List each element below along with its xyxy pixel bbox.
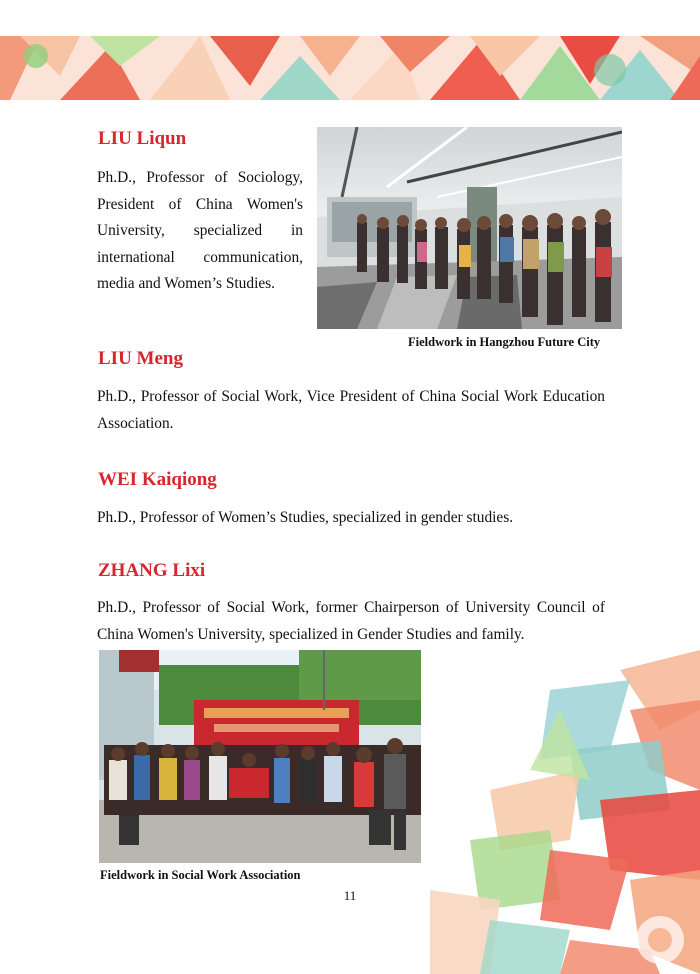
profile-bio-liu-liqun (97, 165, 303, 298)
page-number: 11 (343, 888, 357, 903)
profile-name-liu-liqun: LIU Liqun (98, 128, 187, 149)
bio-line: Ph.D., Professor of Sociology, (97, 169, 303, 186)
profile-bio-zhang-lixi: Ph.D., Professor of Social Work, former Chairperson of University Council of China Women's University, specialized in Gender Studies and family. (97, 599, 605, 643)
bio-line: media and Women’s Studies. (97, 275, 276, 292)
photo-hangzhou-future-city (317, 127, 622, 329)
profile-name-zhang-lixi: ZHANG Lixi (98, 560, 206, 581)
top-decorative-banner (0, 36, 700, 100)
profile-bio-wei-kaiqiong: Ph.D., Professor of Women’s Studies, specialized in gender studies. (97, 509, 514, 526)
profile-name-liu-meng: LIU Meng (98, 348, 183, 369)
profile-name-wei-kaiqiong: WEI Kaiqiong (98, 469, 217, 490)
photo-social-work-association (99, 650, 421, 863)
bio-line: President of China Women's (97, 195, 303, 213)
photo-caption-social-work: Fieldwork in Social Work Association (100, 868, 301, 882)
photo-caption-hangzhou: Fieldwork in Hangzhou Future City (408, 335, 601, 349)
bio-line: international communication, (97, 248, 303, 266)
profile-bio-liu-meng: Ph.D., Professor of Social Work, Vice President of China Social Work Education Association. (97, 388, 605, 432)
bottom-right-decoration (430, 650, 700, 974)
bio-line: University, specialized in (97, 222, 303, 239)
